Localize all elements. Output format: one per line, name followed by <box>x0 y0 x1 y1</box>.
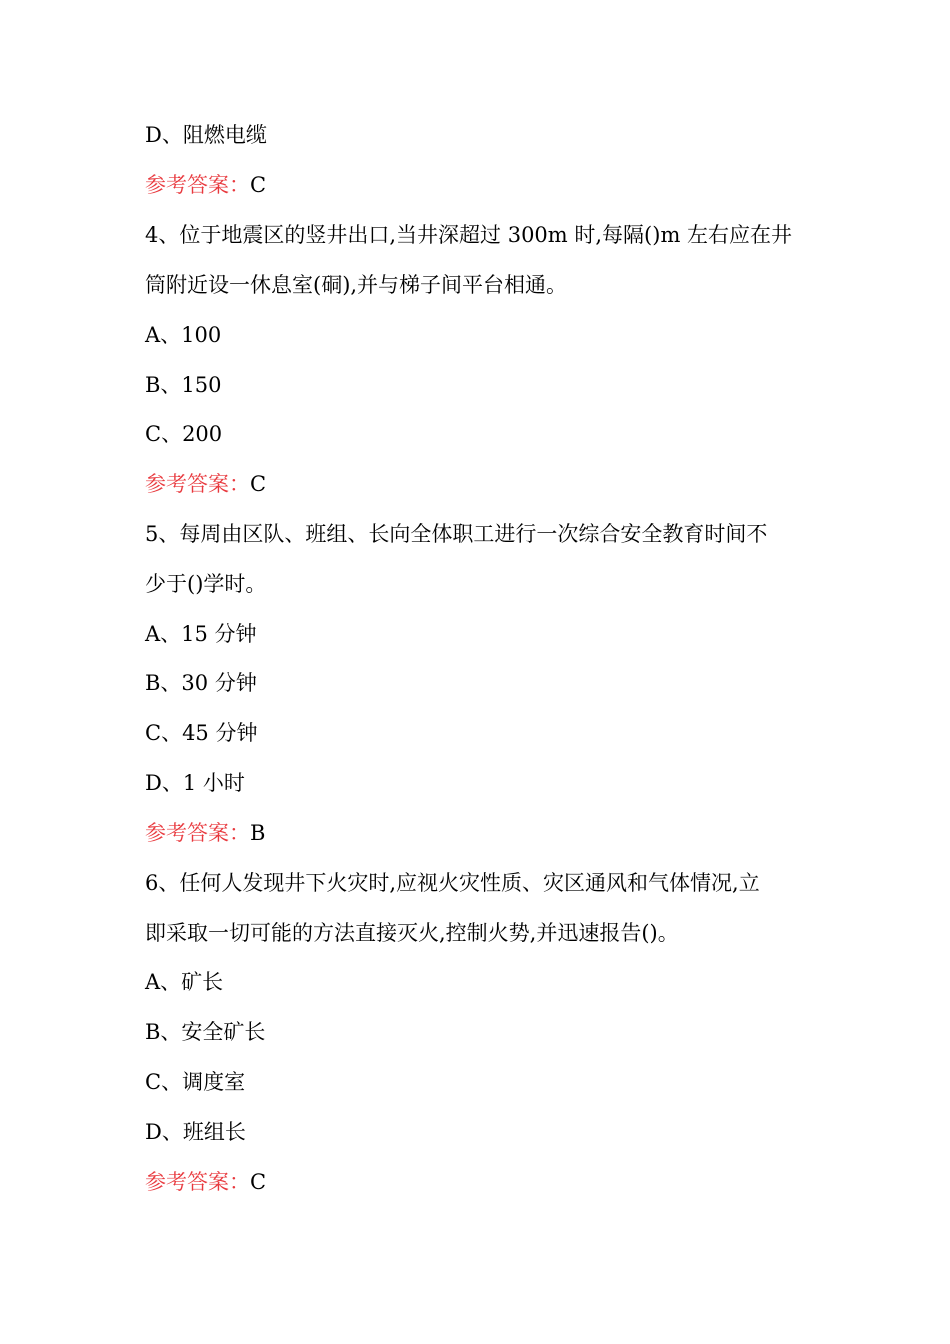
question-line: 4、位于地震区的竖井出口,当井深超过 300m 时,每隔()m 左右应在井 <box>145 223 793 247</box>
answer-label: 参考答案： <box>145 472 250 496</box>
answer-value: C <box>250 1170 267 1194</box>
option-line: B、安全矿长 <box>145 1020 266 1044</box>
option-line: C、调度室 <box>145 1070 246 1094</box>
option-line: D、1 小时 <box>145 771 245 795</box>
option-line: A、15 分钟 <box>145 622 257 646</box>
option-line: D、班组长 <box>145 1120 246 1144</box>
option-line: C、45 分钟 <box>145 721 258 745</box>
option-line: A、矿长 <box>145 970 224 994</box>
option-line: A、100 <box>145 323 222 347</box>
option-line: B、30 分钟 <box>145 671 257 695</box>
question-line: 6、任何人发现井下火灾时,应视火灾性质、灾区通风和气体情况,立 <box>145 871 760 895</box>
answer-line <box>145 1167 825 1197</box>
answer-label: 参考答案： <box>145 1170 250 1194</box>
answer-value: C <box>250 472 267 496</box>
answer-label: 参考答案： <box>145 173 250 197</box>
question-line: 少于()学时。 <box>145 572 267 596</box>
answer-line <box>145 469 825 499</box>
answer-line <box>145 818 825 848</box>
question-line: 5、每周由区队、班组、长向全体职工进行一次综合安全教育时间不 <box>145 522 768 546</box>
answer-value: B <box>250 821 266 845</box>
option-line: D、阻燃电缆 <box>145 123 267 147</box>
question-line: 即采取一切可能的方法直接灭火,控制火势,并迅速报告()。 <box>145 921 679 945</box>
answer-label: 参考答案： <box>145 821 250 845</box>
answer-line <box>145 170 825 200</box>
option-line: C、200 <box>145 422 223 446</box>
option-line: B、150 <box>145 373 222 397</box>
answer-value: C <box>250 173 267 197</box>
question-line: 筒附近设一休息室(硐),并与梯子间平台相通。 <box>145 273 568 297</box>
